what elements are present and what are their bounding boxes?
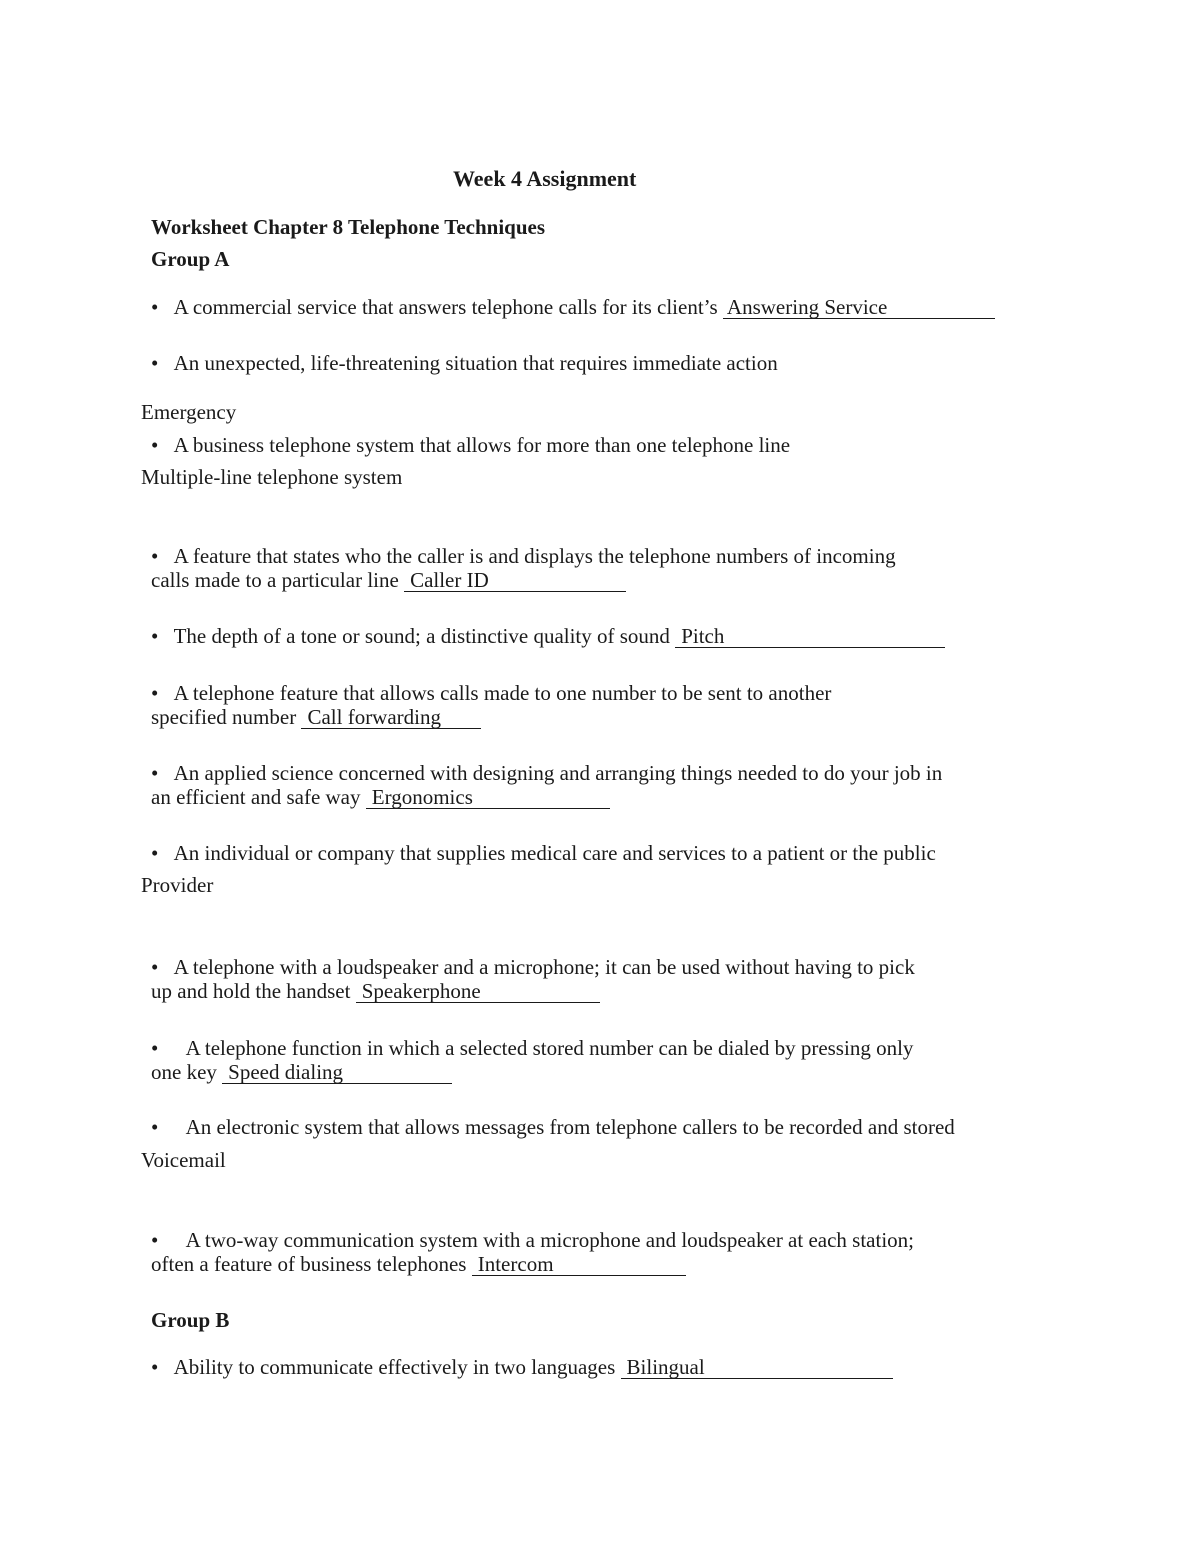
- bullet-icon: •: [151, 681, 159, 705]
- question-text: A telephone feature that allows calls made to one number to be sent to another: [173, 681, 832, 705]
- bullet-icon: •: [151, 1115, 159, 1139]
- list-item-continued: [151, 979, 600, 1003]
- question-text: an efficient and safe way: [151, 785, 361, 809]
- question-text: often a feature of business telephones: [151, 1252, 467, 1276]
- answer-text: Speakerphone: [361, 979, 481, 1003]
- answer-text: Provider: [141, 873, 214, 897]
- answer-text: Intercom: [477, 1252, 554, 1276]
- list-item-continued: [151, 705, 481, 729]
- list-item: [151, 955, 915, 979]
- question-text: up and hold the handset: [151, 979, 351, 1003]
- answer-text: Bilingual: [626, 1355, 705, 1379]
- answer-blank: [621, 1357, 893, 1379]
- list-item: [151, 1036, 913, 1060]
- answer-blank: [723, 297, 995, 319]
- answer-blank: [356, 981, 600, 1003]
- question-text: A business telephone system that allows for more than one telephone line: [173, 433, 791, 457]
- question-text: one key: [151, 1060, 217, 1084]
- list-item-continued: [151, 1252, 686, 1276]
- list-item: [151, 624, 945, 648]
- answer-text: Answering Service: [726, 295, 888, 319]
- bullet-icon: •: [151, 295, 159, 319]
- bullet-icon: •: [151, 433, 159, 457]
- question-text: A commercial service that answers telephone calls for its client’s: [173, 295, 718, 319]
- bullet-icon: •: [151, 955, 159, 979]
- answer-blank: [366, 787, 610, 809]
- page-title: Week 4 Assignment: [453, 166, 637, 191]
- answer-blank: [222, 1062, 452, 1084]
- answer-blank: [675, 626, 945, 648]
- bullet-icon: •: [151, 841, 159, 865]
- list-item-continued: [151, 785, 610, 809]
- question-text: Ability to communicate effectively in two languages: [173, 1355, 616, 1379]
- bullet-icon: •: [151, 1228, 159, 1252]
- question-text: An individual or company that supplies medical care and services to a patient or the public: [173, 841, 936, 865]
- answer-text: Speed dialing: [228, 1060, 344, 1084]
- list-item: [151, 1355, 893, 1379]
- answer-text: Emergency: [141, 400, 237, 424]
- answer-blank: [301, 707, 481, 729]
- list-item-continued: [151, 1060, 452, 1084]
- bullet-icon: •: [151, 544, 159, 568]
- question-text: calls made to a particular line: [151, 568, 399, 592]
- answer-text: Call forwarding: [307, 705, 441, 729]
- question-text: An applied science concerned with designing and arranging things needed to do your job in: [173, 761, 943, 785]
- bullet-icon: •: [151, 1036, 159, 1060]
- question-text: An electronic system that allows messages from telephone callers to be recorded and stored: [185, 1115, 955, 1139]
- list-item: [151, 433, 790, 457]
- list-item: [151, 1115, 955, 1139]
- question-text: An unexpected, life-threatening situation that requires immediate action: [173, 351, 778, 375]
- question-text: specified number: [151, 705, 297, 729]
- question-text: A feature that states who the caller is and displays the telephone numbers of incoming: [173, 544, 896, 568]
- question-text: A telephone function in which a selected stored number can be dialed by pressing only: [185, 1036, 914, 1060]
- bullet-icon: •: [151, 351, 159, 375]
- list-item: [151, 761, 942, 785]
- question-text: A two-way communication system with a microphone and loudspeaker at each station;: [185, 1228, 915, 1252]
- answer-blank: [472, 1254, 686, 1276]
- answer-text: Ergonomics: [371, 785, 473, 809]
- bullet-icon: •: [151, 761, 159, 785]
- list-item-continued: [151, 568, 626, 592]
- list-item: [151, 841, 936, 865]
- list-item: [151, 1228, 914, 1252]
- list-item: [151, 681, 831, 705]
- answer-blank: [404, 570, 626, 592]
- list-item: [151, 295, 995, 319]
- question-text: A telephone with a loudspeaker and a microphone; it can be used without having to pick: [173, 955, 915, 979]
- list-item: [151, 351, 778, 375]
- answer-text: Caller ID: [410, 568, 489, 592]
- group-b-heading: Group B: [151, 1308, 230, 1332]
- bullet-icon: •: [151, 624, 159, 648]
- group-a-heading: Group A: [151, 247, 230, 271]
- question-text: The depth of a tone or sound; a distinctive quality of sound: [173, 624, 670, 648]
- worksheet-heading: Worksheet Chapter 8 Telephone Techniques: [151, 215, 546, 239]
- answer-text: Multiple-line telephone system: [141, 465, 403, 489]
- answer-text: Voicemail: [141, 1148, 226, 1172]
- list-item: [151, 544, 896, 568]
- bullet-icon: •: [151, 1355, 159, 1379]
- answer-text: Pitch: [681, 624, 725, 648]
